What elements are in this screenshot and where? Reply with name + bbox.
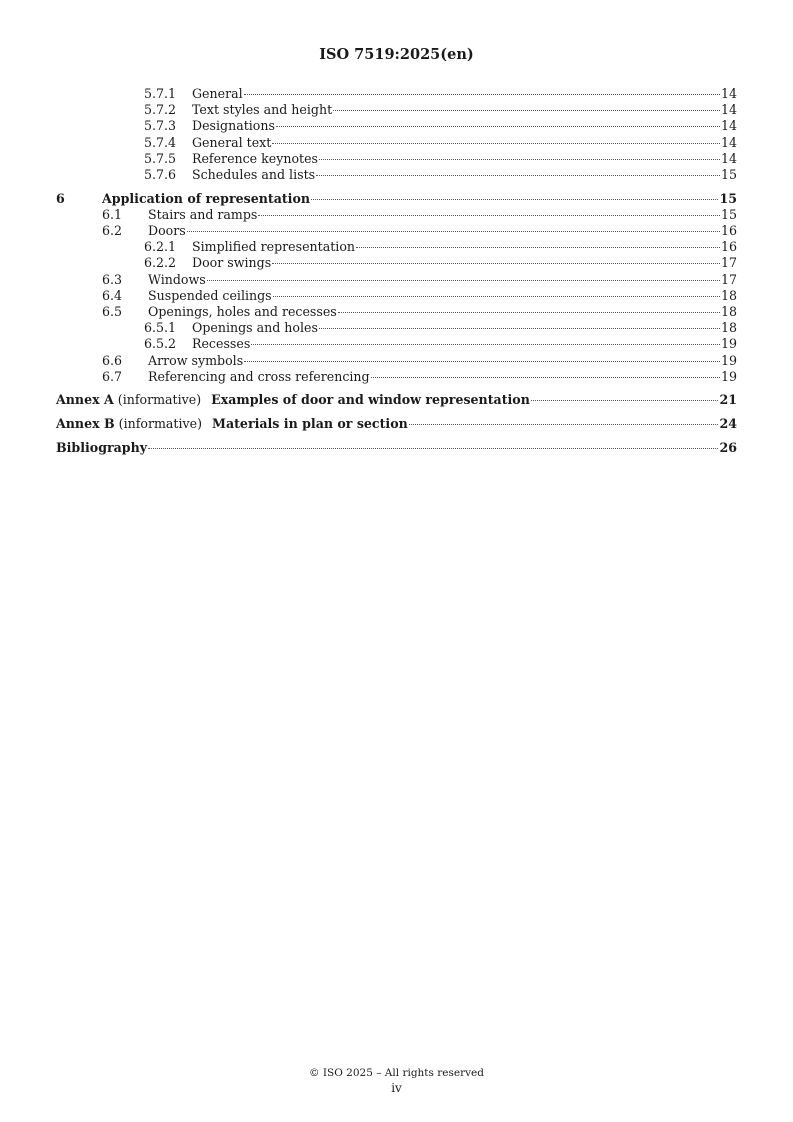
toc-page: 14 (720, 86, 737, 101)
toc-page: 19 (720, 368, 737, 384)
toc-entry-5-7-2[interactable] (56, 102, 737, 118)
toc-title: Stairs and ramps (148, 206, 258, 222)
toc-title: Door swings (192, 255, 272, 271)
dot-leader (371, 377, 720, 378)
toc-entry-6-5-2[interactable] (56, 336, 737, 352)
toc-entry-6-2-1[interactable] (56, 239, 737, 255)
toc-number: 5.7.4 (144, 134, 177, 150)
toc-title: Referencing and cross referencing (148, 368, 370, 384)
annex-label: Annex B (56, 416, 115, 432)
toc-page: 14 (720, 118, 737, 134)
toc-entry-6-6[interactable] (56, 353, 737, 369)
dot-leader (531, 400, 719, 401)
toc-title: Bibliography (56, 439, 148, 455)
toc-page: 24 (719, 416, 737, 432)
document-header (0, 46, 793, 63)
toc-number: 6.2 (102, 223, 123, 238)
toc-number: 5.7.3 (144, 118, 177, 134)
toc-title: Openings and holes (192, 320, 318, 336)
annex-informative: (informative) (117, 392, 202, 408)
toc-entry-5-7-4[interactable] (56, 135, 737, 151)
toc-page: 17 (720, 271, 737, 287)
toc-title: Doors (148, 223, 186, 238)
toc-title: General (192, 86, 243, 101)
page-footer (0, 1066, 793, 1096)
toc-title: Recesses (192, 336, 251, 352)
toc-number: 6.5.1 (144, 320, 177, 336)
toc-number: 6.1 (102, 206, 123, 222)
toc-number: 6.5 (102, 303, 123, 319)
toc-number: 6.3 (102, 271, 123, 287)
toc-page: 14 (720, 150, 737, 166)
toc-entry-6[interactable] (56, 191, 737, 207)
toc-title: Designations (192, 118, 275, 134)
toc-title: General text (192, 134, 272, 150)
toc-number: 5.7.6 (144, 166, 177, 182)
toc-number: 6.2.1 (144, 239, 177, 255)
toc-title: Text styles and height (192, 102, 333, 118)
table-of-contents (56, 86, 737, 456)
toc-entry-annex-b[interactable] (56, 416, 737, 432)
toc-number: 6.7 (102, 368, 123, 384)
dot-leader (409, 424, 719, 425)
dot-leader (273, 296, 720, 297)
toc-entry-6-4[interactable] (56, 288, 737, 304)
dot-leader (207, 280, 720, 281)
toc-entry-6-2[interactable] (56, 223, 737, 239)
dot-leader (272, 143, 720, 144)
toc-page: 14 (720, 102, 737, 118)
dot-leader (338, 312, 720, 313)
toc-page: 14 (720, 134, 737, 150)
toc-entry-6-3[interactable] (56, 272, 737, 288)
toc-entry-5-7-3[interactable] (56, 118, 737, 134)
toc-number: 6.2.2 (144, 255, 177, 271)
toc-entry-annex-a[interactable] (56, 392, 737, 408)
toc-page: 16 (720, 239, 737, 255)
toc-page: 17 (720, 255, 737, 271)
dot-leader (319, 159, 720, 160)
toc-page: 15 (720, 166, 737, 182)
annex-heading (56, 392, 530, 408)
dot-leader (311, 199, 718, 200)
toc-page: 16 (720, 223, 737, 238)
toc-number: 5.7.5 (144, 150, 177, 166)
toc-entry-6-5[interactable] (56, 304, 737, 320)
toc-number: 6.6 (102, 352, 123, 368)
toc-number: 6 (56, 190, 65, 206)
toc-page: 18 (720, 303, 737, 319)
dot-leader (258, 215, 720, 216)
dot-leader (316, 175, 720, 176)
toc-entry-6-7[interactable] (56, 369, 737, 385)
page-number: iv (391, 1081, 402, 1095)
toc-number: 6.5.2 (144, 336, 177, 352)
toc-entry-6-5-1[interactable] (56, 320, 737, 336)
annex-heading (56, 416, 408, 432)
toc-title: Arrow symbols (148, 352, 244, 368)
document-id: ISO 7519:2025(en) (319, 46, 474, 63)
copyright-notice: © ISO 2025 – All rights reserved (309, 1067, 484, 1079)
toc-entry-bibliography[interactable] (56, 440, 737, 456)
toc-title: Reference keynotes (192, 150, 319, 166)
toc-entry-5-7-5[interactable] (56, 151, 737, 167)
toc-title: Windows (148, 271, 206, 287)
annex-label: Annex A (56, 392, 114, 408)
toc-page: 18 (720, 287, 737, 303)
toc-number: 6.4 (102, 287, 123, 303)
toc-entry-6-2-2[interactable] (56, 255, 737, 271)
dot-leader (244, 94, 720, 95)
dot-leader (356, 247, 720, 248)
annex-informative: (informative) (118, 416, 202, 432)
dot-leader (276, 126, 720, 127)
toc-number: 5.7.2 (144, 102, 177, 118)
toc-title: Application of representation (102, 190, 311, 206)
toc-page: 18 (720, 320, 737, 336)
toc-entry-6-1[interactable] (56, 207, 737, 223)
dot-leader (148, 448, 718, 449)
toc-page: 21 (719, 392, 737, 408)
toc-title: Simplified representation (192, 239, 356, 255)
toc-title: Suspended ceilings (148, 287, 272, 303)
toc-entry-5-7-1[interactable] (56, 86, 737, 102)
dot-leader (319, 328, 720, 329)
toc-page: 19 (720, 336, 737, 352)
toc-page: 15 (720, 206, 737, 222)
toc-entry-5-7-6[interactable] (56, 167, 737, 183)
dot-leader (333, 110, 720, 111)
toc-page: 15 (719, 190, 737, 206)
dot-leader (187, 231, 720, 232)
toc-title: Materials in plan or section (212, 416, 408, 432)
toc-number: 5.7.1 (144, 86, 177, 101)
toc-title: Schedules and lists (192, 166, 316, 182)
dot-leader (272, 263, 720, 264)
toc-title: Openings, holes and recesses (148, 303, 337, 319)
toc-page: 19 (720, 352, 737, 368)
toc-title: Examples of door and window representation (211, 392, 530, 408)
toc-page: 26 (719, 439, 737, 455)
dot-leader (251, 344, 720, 345)
dot-leader (244, 361, 720, 362)
